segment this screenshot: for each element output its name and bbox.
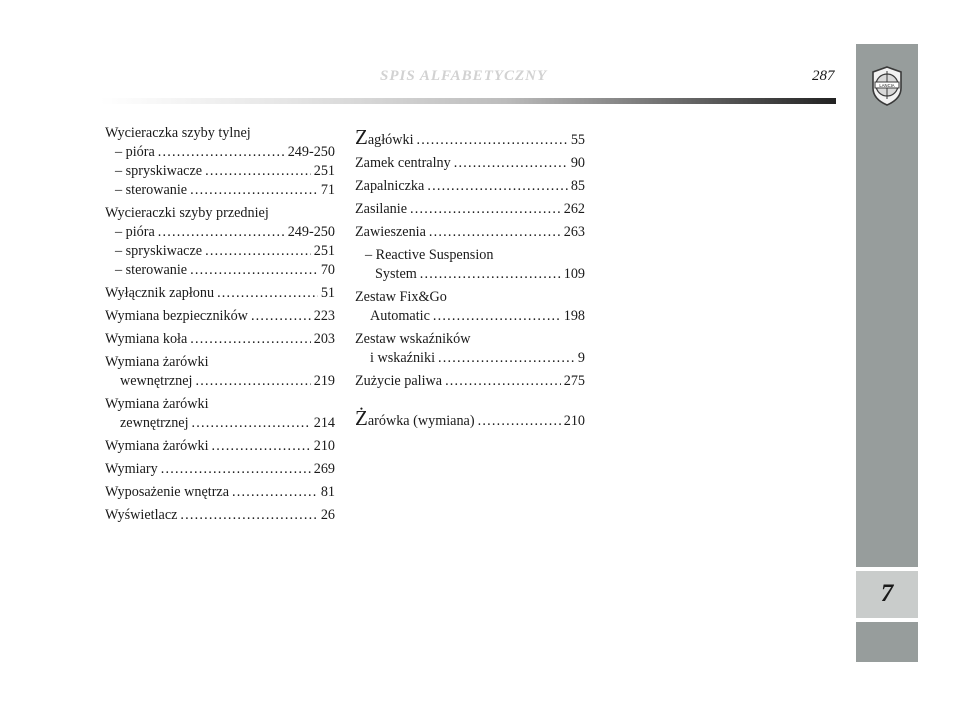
lancia-logo-icon	[871, 66, 903, 106]
index-entry: Zagłówki ..... 55	[355, 128, 585, 150]
chapter-tab	[856, 567, 918, 622]
index-entry: i wskaźniki ..... 9	[355, 349, 585, 368]
index-heading: Zestaw wskaźników	[355, 331, 471, 347]
index-entry: zewnętrznej ..... 214	[105, 414, 335, 433]
index-entry: Wymiana żarówki ..... 210	[105, 437, 335, 456]
chapter-number: 7	[880, 580, 894, 607]
index-entry: wewnętrznej ..... 219	[105, 372, 335, 391]
index-heading: – Reactive Suspension	[365, 247, 494, 263]
index-heading: Zestaw Fix&Go	[355, 289, 447, 305]
index-entry: System ..... 109	[355, 265, 585, 284]
index-entry: – pióra ..... 249-250	[105, 143, 335, 162]
header-rule	[100, 98, 836, 104]
index-entry: Zamek centralny ..... 90	[355, 154, 585, 173]
index-entry: Wymiana bezpieczników ..... 223	[105, 307, 335, 326]
index-entry: Zapalniczka ..... 85	[355, 177, 585, 196]
index-entry: Zużycie paliwa ..... 275	[355, 372, 585, 391]
index-entry: – sterowanie ..... 70	[105, 261, 335, 280]
index-entry: Wymiary ..... 269	[105, 460, 335, 479]
index-entry: Wyposażenie wnętrza ..... 81	[105, 483, 335, 502]
section-initial: Ż	[355, 406, 368, 430]
index-entry: Zawieszenia ..... 263	[355, 223, 585, 242]
index-heading: Wymiana żarówki	[105, 396, 209, 412]
index-entry: Wyłącznik zapłonu ..... 51	[105, 284, 335, 303]
index-heading: Wycieraczki szyby przedniej	[105, 205, 269, 221]
index-entry: Wyświetlacz ..... 26	[105, 506, 335, 525]
index-entry: Automatic ..... 198	[355, 307, 585, 326]
header-title: SPIS ALFABETYCZNY	[380, 68, 548, 84]
index-entry: – spryskiwacze ..... 251	[105, 242, 335, 261]
index-entry: Wymiana koła ..... 203	[105, 330, 335, 349]
page-number: 287	[812, 68, 835, 84]
index-entry: Zasilanie ..... 262	[355, 200, 585, 219]
index-column-right	[355, 125, 585, 431]
index-entry: – pióra ..... 249-250	[105, 223, 335, 242]
index-column-left	[105, 124, 335, 525]
index-entry: – spryskiwacze ..... 251	[105, 162, 335, 181]
section-initial: Z	[355, 125, 368, 149]
index-heading: Wycieraczka szyby tylnej	[105, 125, 251, 141]
index-heading: Wymiana żarówki	[105, 354, 209, 370]
logo-text: LANCIA	[879, 83, 895, 88]
index-entry: – sterowanie ..... 71	[105, 181, 335, 200]
index-entry: Żarówka (wymiana) ..... 210	[355, 409, 585, 431]
